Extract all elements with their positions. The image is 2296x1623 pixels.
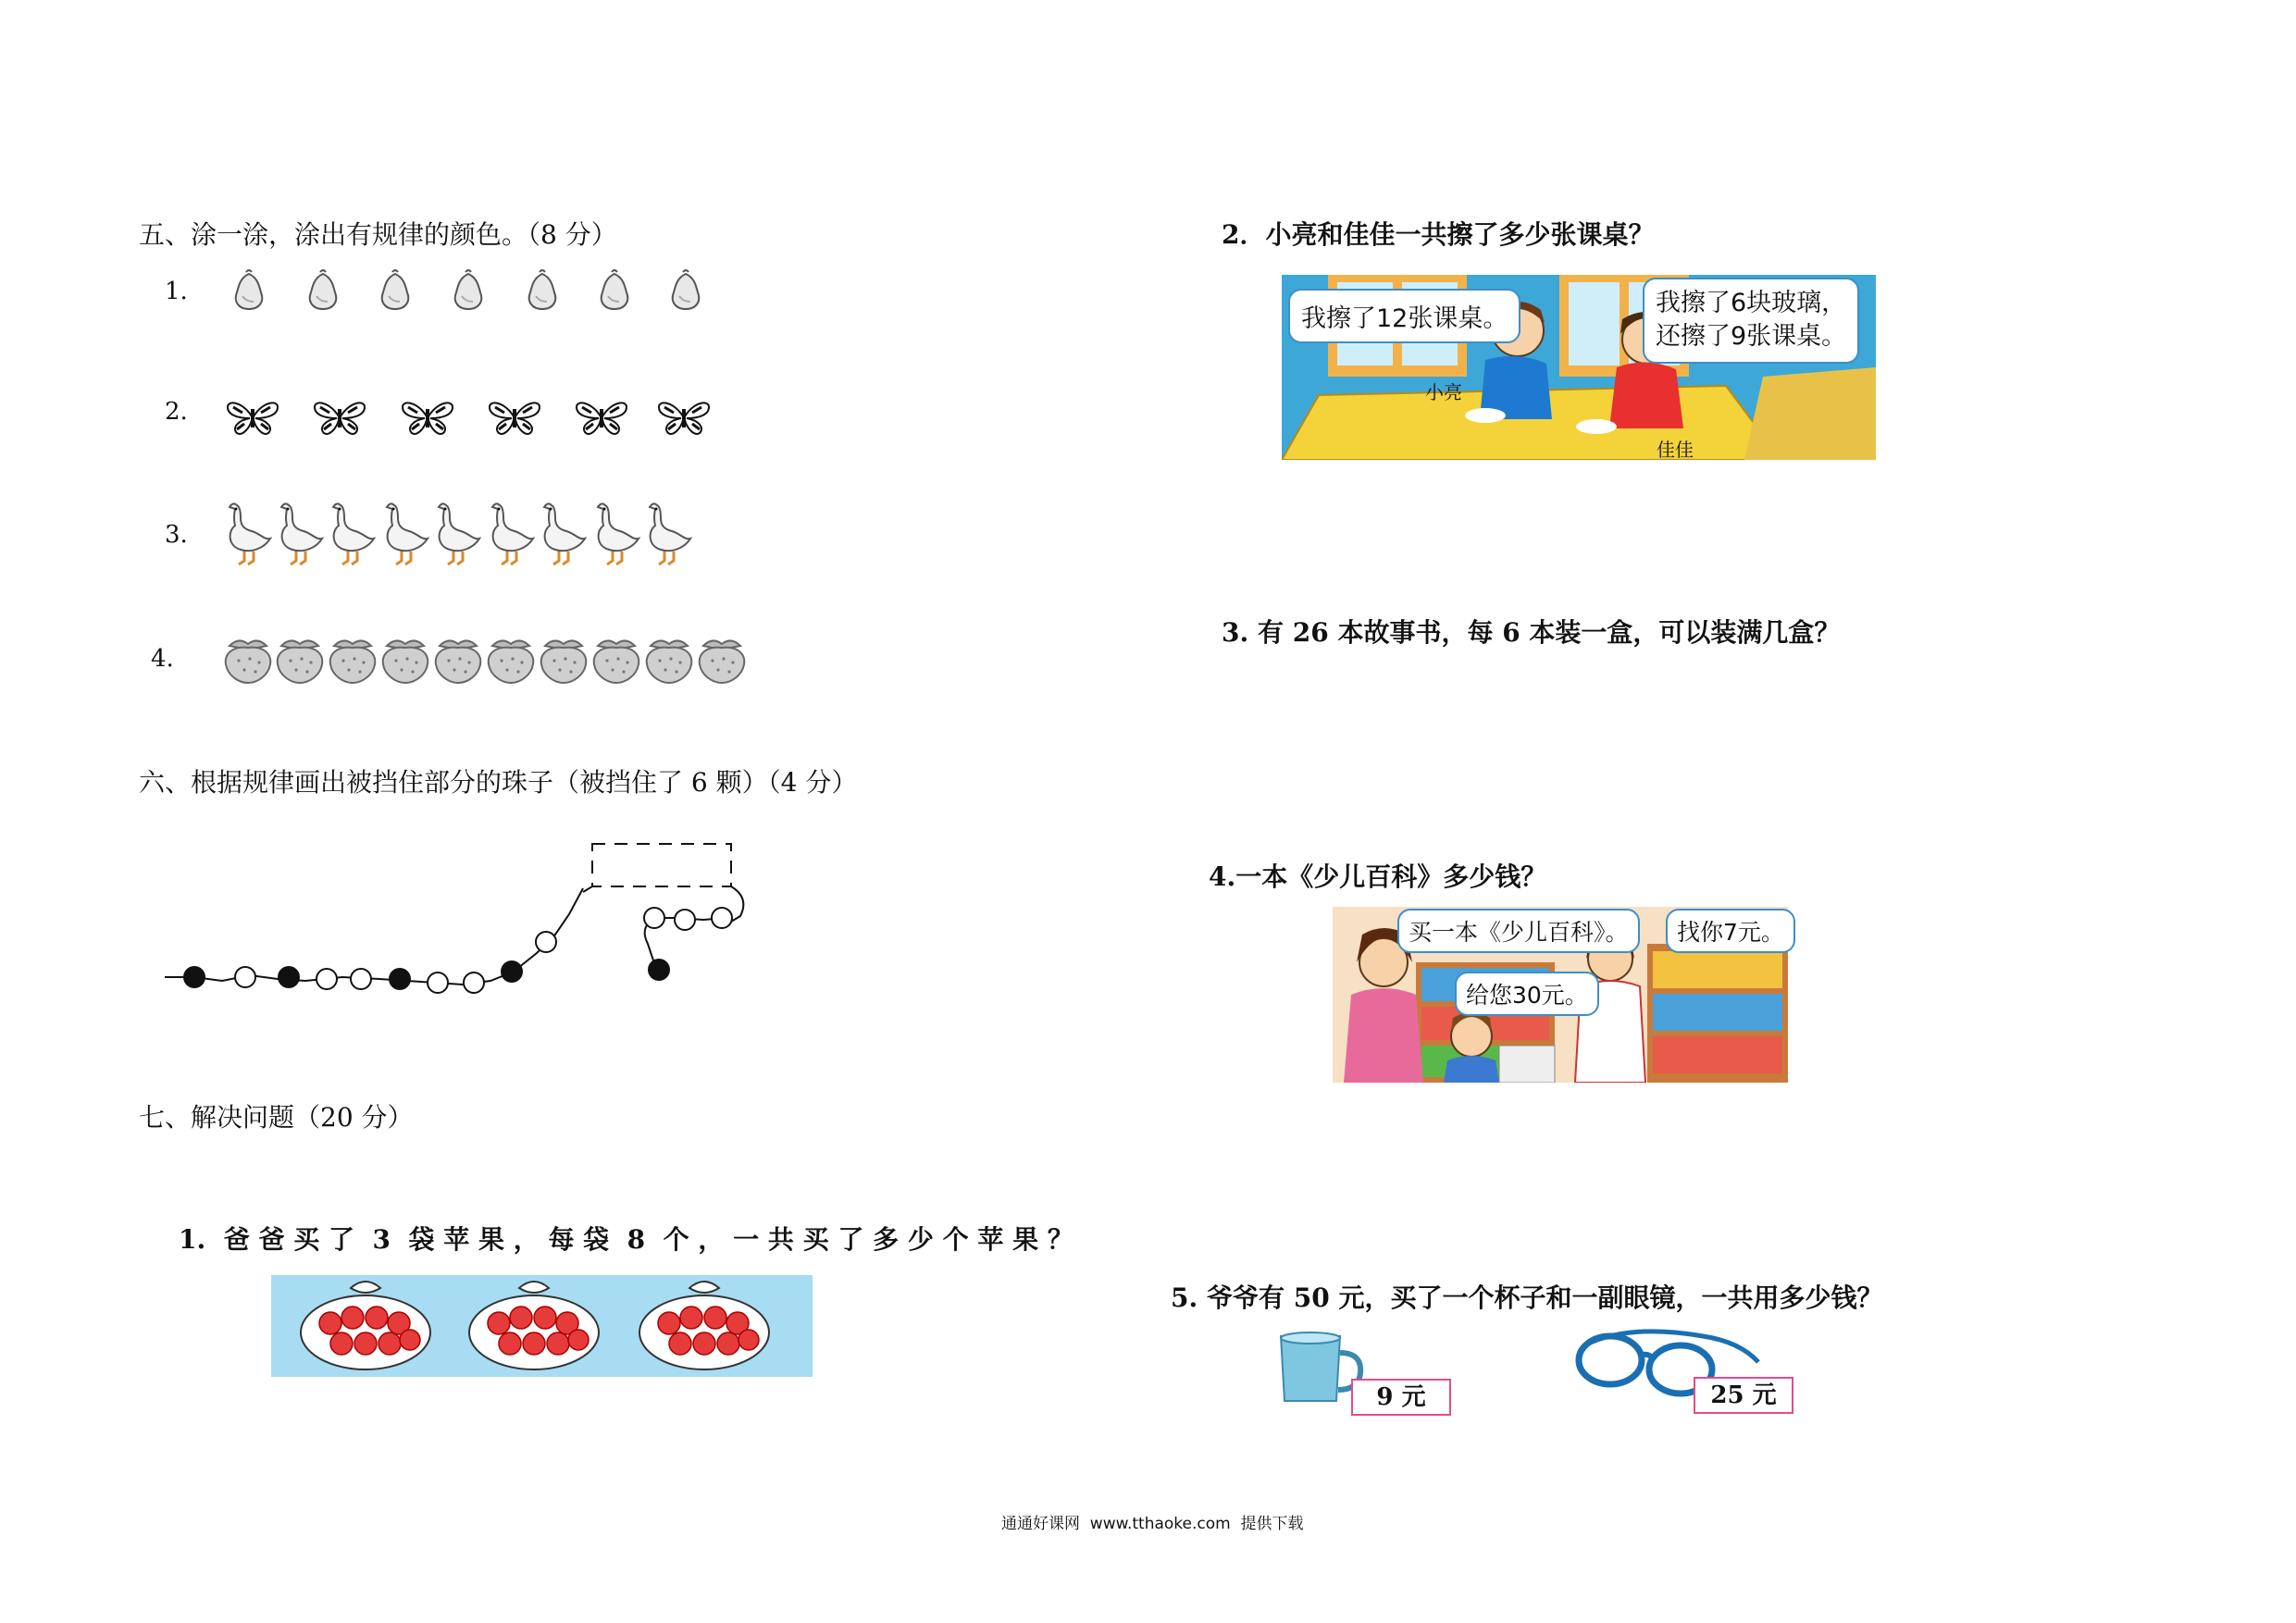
hidden-box bbox=[592, 844, 731, 886]
section5-title: 五、涂一涂，涂出有规律的颜色。（8 分） bbox=[139, 219, 617, 250]
name-label-jiajia: 佳佳 bbox=[1657, 439, 1694, 461]
speech-bubble-mother: 买一本《少儿百科》。 bbox=[1397, 909, 1640, 953]
row4-label: 4. bbox=[151, 645, 174, 673]
question-5: 5. 爷爷有 50 元，买了一个杯子和一副眼镜，一共用多少钱？ bbox=[1171, 1282, 1883, 1313]
goose-row bbox=[222, 500, 722, 574]
bubble-line: 还擦了9张课桌。 bbox=[1656, 322, 1847, 352]
row2-label: 2. bbox=[165, 398, 188, 426]
question-1: 1. 爸 爸 买 了 3 袋 苹 果 ， 每 袋 8 个 ， 一 共 买 了 多 少 个 苹 果 ？ bbox=[179, 1224, 1074, 1255]
apple-bags-image bbox=[271, 1275, 813, 1377]
name-label-xiaoliang: 小亮 bbox=[1425, 381, 1462, 403]
speech-bubble-clerk: 找你7元。 bbox=[1666, 909, 1795, 953]
price-tag-glasses: 25 元 bbox=[1694, 1377, 1793, 1414]
question-3: 3. 有 26 本故事书，每 6 本装一盒，可以装满几盒？ bbox=[1222, 617, 1841, 648]
butterfly-row bbox=[222, 396, 722, 442]
speech-bubble-boy: 给您30元。 bbox=[1455, 972, 1599, 1016]
speech-bubble-xiaoliang: 我擦了12张课桌。 bbox=[1288, 289, 1520, 343]
speech-bubble-jiajia bbox=[1643, 278, 1859, 364]
price-tag-cup: 9 元 bbox=[1351, 1379, 1451, 1416]
bubble-line: 我擦了6块玻璃， bbox=[1656, 289, 1847, 317]
section6-title: 六、根据规律画出被挡住部分的珠子（被挡住了 6 颗）（4 分） bbox=[139, 767, 858, 798]
pear-icon bbox=[236, 270, 699, 309]
footer-source: 通通好课网 www.tthaoke.com 提供下载 bbox=[1001, 1515, 1304, 1533]
question-4: 4.一本《少儿百科》多少钱？ bbox=[1209, 861, 1547, 892]
question-2: 2．小亮和佳佳一共擦了多少张课桌？ bbox=[1222, 219, 1655, 250]
row1-label: 1. bbox=[165, 278, 188, 305]
apple-bag bbox=[301, 1282, 769, 1369]
goose-icon bbox=[230, 503, 690, 564]
pear-row bbox=[222, 268, 722, 315]
section7-title: 七、解决问题（20 分） bbox=[139, 1102, 414, 1133]
strawberry-icon bbox=[226, 640, 745, 683]
butterfly-icon bbox=[228, 403, 709, 433]
row3-label: 3. bbox=[165, 521, 188, 549]
strawberry-row bbox=[222, 633, 759, 698]
bead-string-figure bbox=[157, 833, 768, 1018]
